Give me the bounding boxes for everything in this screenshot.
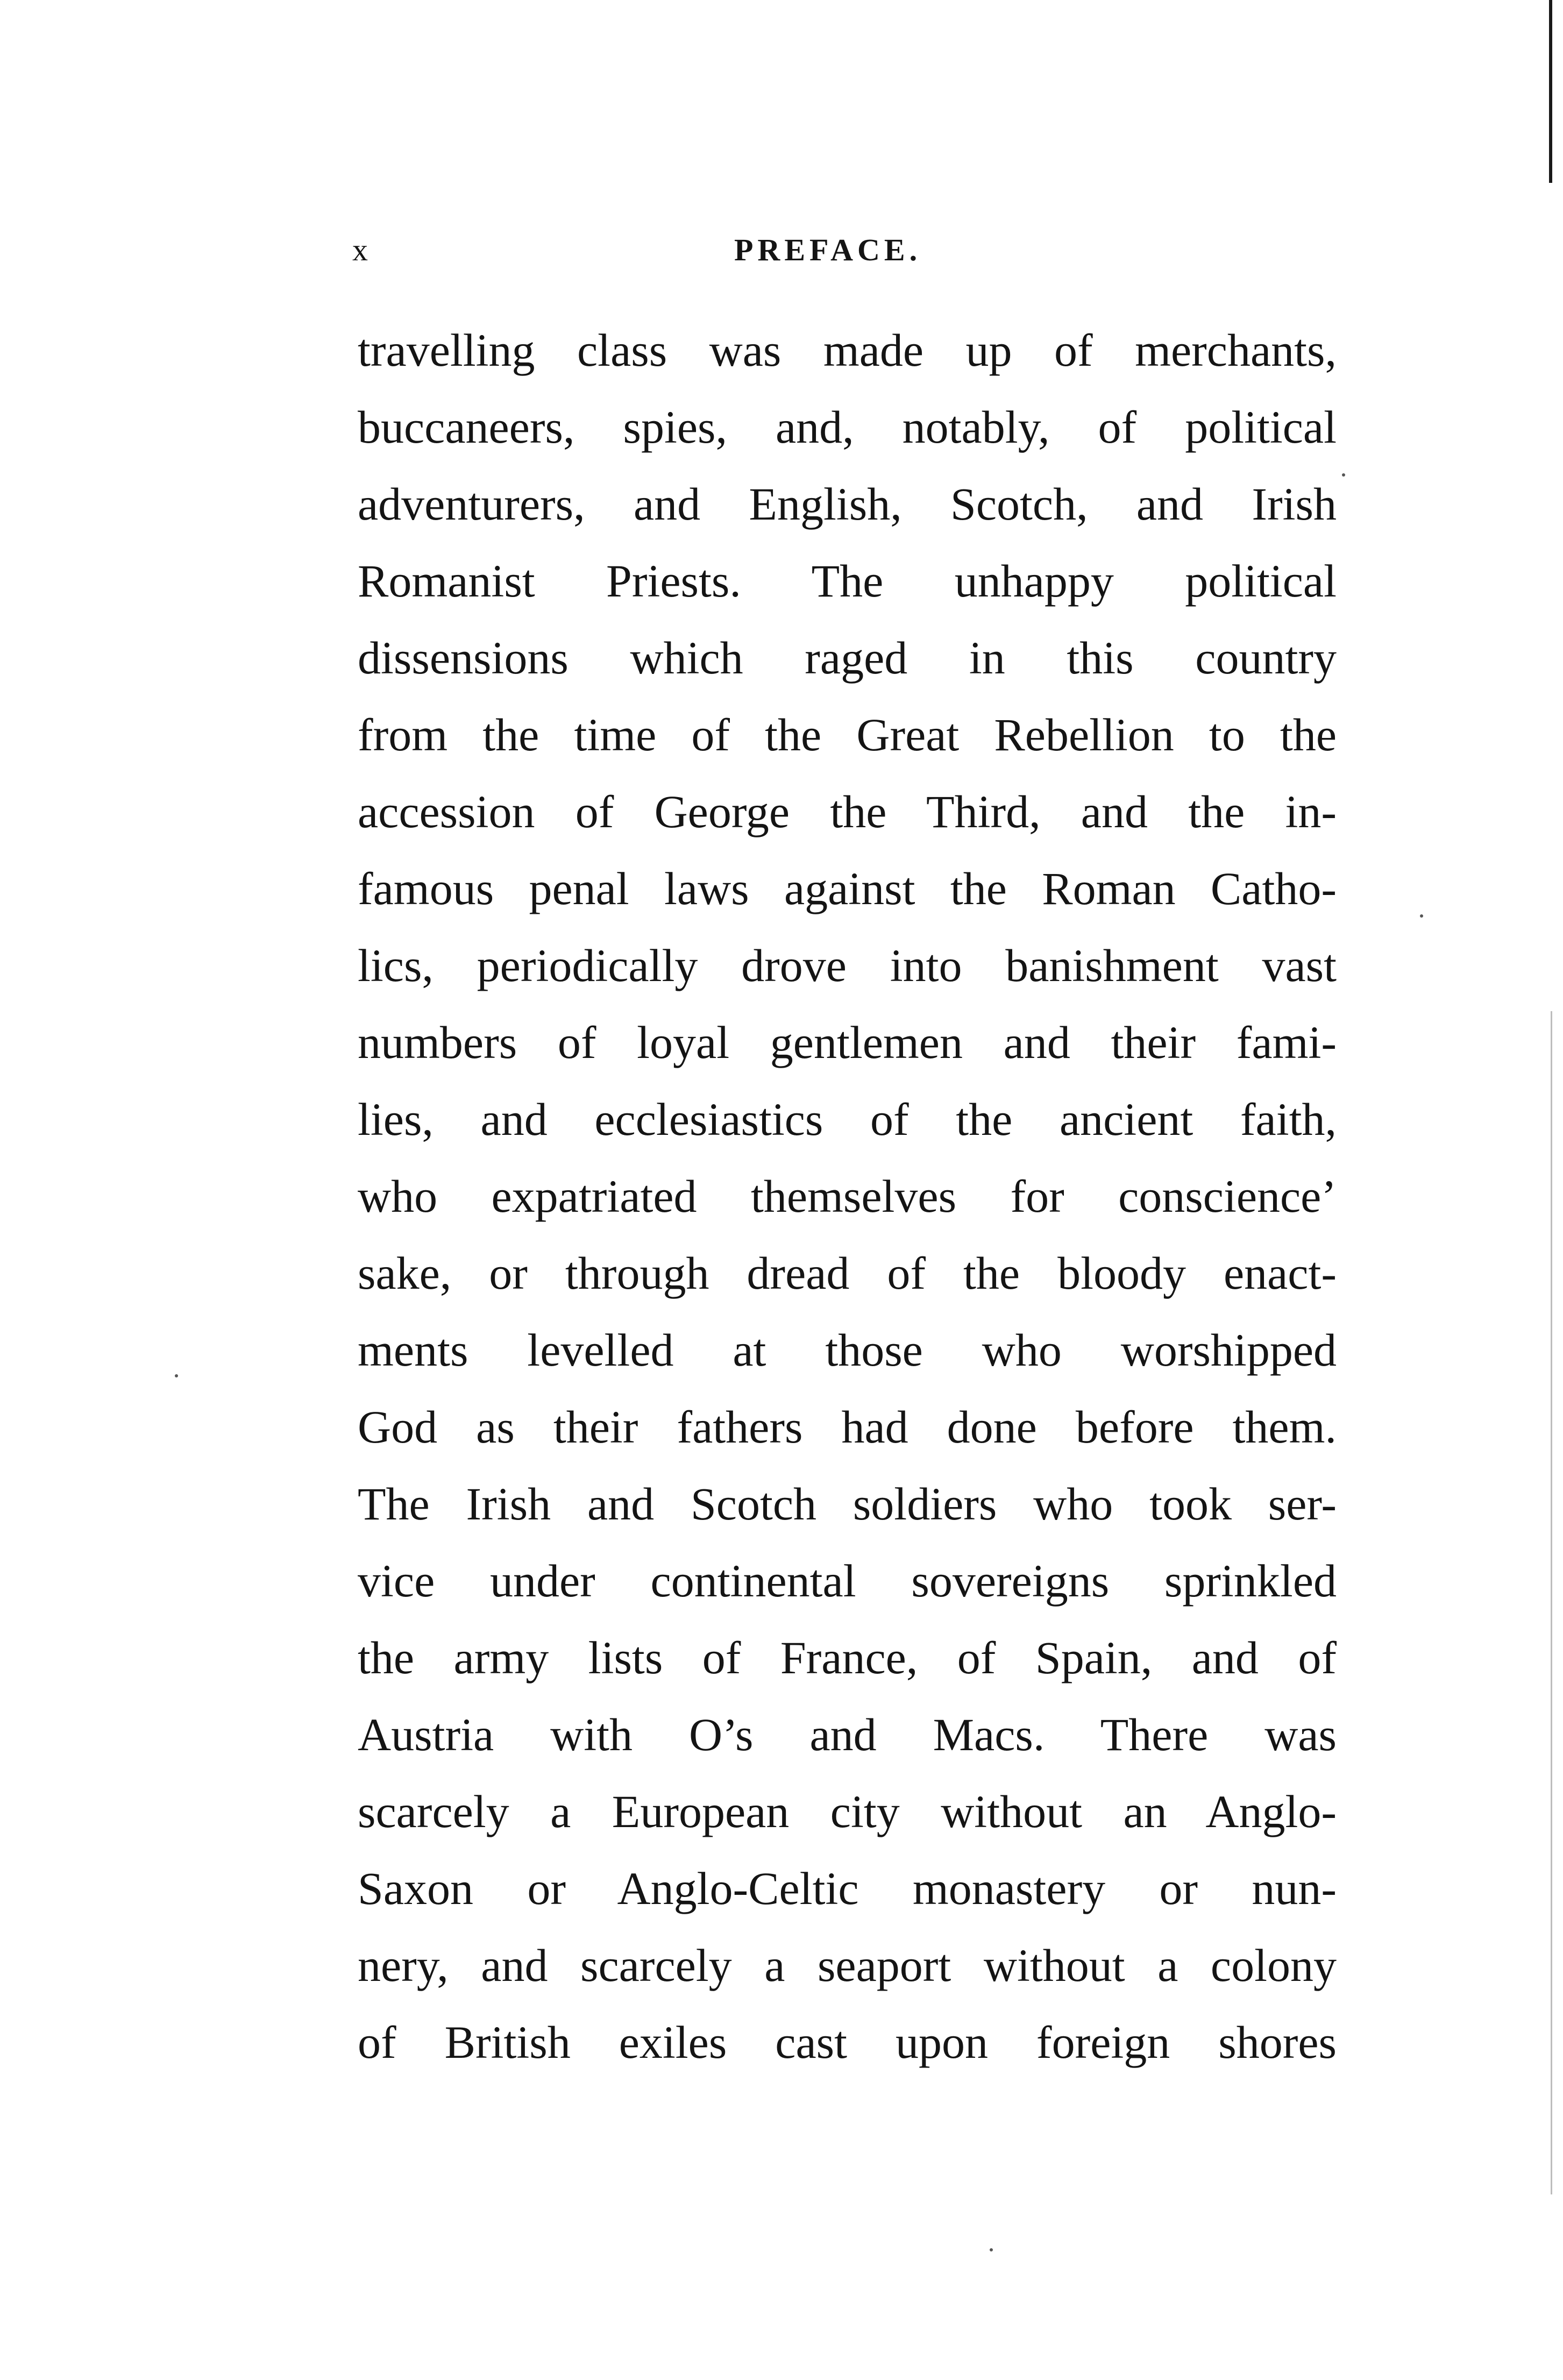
page-header xyxy=(352,229,1342,282)
text-line: Romanist Priests. The unhappy political xyxy=(358,555,1337,607)
body-text xyxy=(358,312,1337,2081)
text-line: from the time of the Great Rebellion to the xyxy=(358,709,1337,761)
print-speck xyxy=(175,1374,178,1377)
running-head: PREFACE. xyxy=(734,232,922,267)
text-line: the army lists of France, of Spain, and of xyxy=(358,1632,1337,1683)
page-edge-shadow xyxy=(1551,1011,1552,2194)
text-line: famous penal laws against the Roman Catho- xyxy=(358,863,1337,914)
text-line: sake, or through dread of the bloody enact- xyxy=(358,1247,1337,1299)
print-speck xyxy=(1342,473,1345,477)
text-line: The Irish and Scotch soldiers who took ser- xyxy=(358,1478,1337,1530)
page-number: x xyxy=(352,232,368,267)
text-line: accession of George the Third, and the in- xyxy=(358,786,1337,837)
text-line: scarcely a European city without an Anglo- xyxy=(358,1786,1337,1837)
text-line: vice under continental sovereigns sprinkled xyxy=(358,1555,1337,1607)
text-line: travelling class was made up of merchants, xyxy=(358,324,1337,376)
text-line: Austria with O’s and Macs. There was xyxy=(358,1709,1337,1760)
text-line: who expatriated themselves for conscience’ xyxy=(358,1170,1337,1222)
text-line: buccaneers, spies, and, notably, of political xyxy=(358,401,1337,453)
text-line: adventurers, and English, Scotch, and Irish xyxy=(358,478,1337,530)
text-line: Saxon or Anglo-Celtic monastery or nun- xyxy=(358,1863,1337,1914)
text-line: numbers of loyal gentlemen and their fami- xyxy=(358,1017,1337,1068)
text-line: of British exiles cast upon foreign shores xyxy=(358,2016,1337,2068)
page-edge-rule xyxy=(1549,0,1552,183)
print-speck xyxy=(1420,914,1423,918)
text-line: ments levelled at those who worshipped xyxy=(358,1324,1337,1376)
print-speck xyxy=(990,2248,993,2251)
text-line: dissensions which raged in this country xyxy=(358,632,1337,684)
text-line: lics, periodically drove into banishment vast xyxy=(358,940,1337,991)
text-line: nery, and scarcely a seaport without a colony xyxy=(358,1939,1337,1991)
text-line: lies, and ecclesiastics of the ancient faith, xyxy=(358,1093,1337,1145)
text-line: God as their fathers had done before them. xyxy=(358,1401,1337,1453)
